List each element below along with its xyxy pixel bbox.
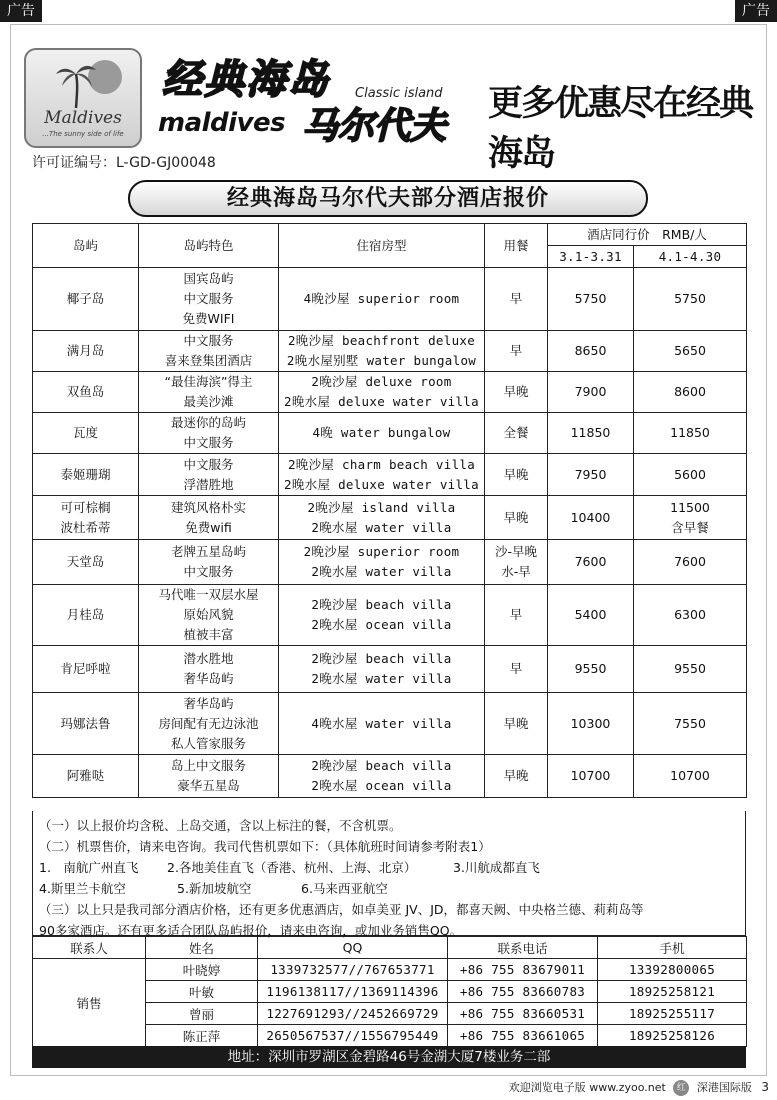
island-cell: 泰姬珊瑚 xyxy=(33,454,139,496)
contact-qq: 2650567537//1556795449 xyxy=(258,1025,448,1047)
island-cell: 瓦度 xyxy=(33,413,139,454)
room-cell xyxy=(279,585,485,646)
room-cell-line: 2晚沙屋 beach villa xyxy=(311,651,452,666)
contact-qq: 1196138117//1369114396 xyxy=(258,981,448,1003)
feature-cell-line: 中文服务 xyxy=(183,564,234,579)
brand-en-line2: maldives xyxy=(158,108,286,138)
feature-cell-line: 建筑风格朴实 xyxy=(170,499,246,515)
room-cell xyxy=(279,413,485,454)
meal-cell: 早晚 xyxy=(485,454,548,496)
island-cell: 双鱼岛 xyxy=(33,372,139,413)
room-cell xyxy=(279,454,485,496)
contact-phone: +86 755 83660783 xyxy=(448,981,598,1003)
room-cell-line: 2晚水屋 water villa xyxy=(311,519,452,535)
header-price: 酒店同行价 RMB/人 xyxy=(548,224,747,246)
feature-cell-line: 豪华五星岛 xyxy=(177,778,240,793)
room-cell-line: 2晚沙屋 island villa xyxy=(307,499,456,515)
room-cell-line: 2晚水屋 deluxe water villa xyxy=(284,476,479,492)
meal-cell: 早 xyxy=(485,646,548,693)
island-cell: 肯尼呼啦 xyxy=(33,646,139,693)
contact-phone: +86 755 83660531 xyxy=(448,1003,598,1025)
contact-role: 销售 xyxy=(33,959,146,1047)
feature-cell-line: 奢华岛屿 xyxy=(183,695,234,711)
feature-cell-line: 私人管家服务 xyxy=(170,735,246,751)
contact-header-qq: QQ xyxy=(258,937,448,959)
brand-en-line1: Classic island xyxy=(355,86,443,101)
meal-cell: 早晚 xyxy=(485,496,548,540)
contact-row xyxy=(33,959,747,981)
table-row xyxy=(33,268,747,331)
price-cell-period-2: 7600 xyxy=(634,540,747,585)
room-cell-line: 2晚沙屋 beach villa xyxy=(311,597,452,612)
contact-mobile: 13392800065 xyxy=(598,959,747,981)
price-cell-period-1: 10400 xyxy=(548,496,634,540)
table-row xyxy=(33,646,747,693)
price-cell-period-1: 7900 xyxy=(548,372,634,413)
contact-rows xyxy=(33,959,747,1047)
price-cell-period-1: 11850 xyxy=(548,413,634,454)
room-cell-line: 2晚沙屋 beachfront deluxe xyxy=(287,333,476,348)
ad-label-right: 广告 xyxy=(735,0,777,22)
table-row xyxy=(33,496,747,540)
note-line-1: （一）以上报价均含税、上岛交通，含以上标注的餐，不含机票。 xyxy=(39,818,402,833)
price-cell-period-1: 7600 xyxy=(548,540,634,585)
table-row xyxy=(33,540,747,585)
feature-cell xyxy=(139,372,279,413)
island-cell: 满月岛 xyxy=(33,331,139,372)
room-cell xyxy=(279,268,485,331)
feature-cell xyxy=(139,413,279,454)
table-row xyxy=(33,755,747,798)
price-cell-period-1: 10300 xyxy=(548,693,634,755)
room-cell xyxy=(279,755,485,798)
header-room: 住宿房型 xyxy=(279,224,485,268)
feature-cell xyxy=(139,331,279,372)
meal-cell: 早晚 xyxy=(485,693,548,755)
feature-cell-line: “最佳海滨”得主 xyxy=(164,374,253,389)
feature-cell xyxy=(139,693,279,755)
feature-cell-line: 喜来登集团酒店 xyxy=(164,353,253,368)
maldives-logo xyxy=(24,48,142,148)
room-cell-line: 2晚沙屋 charm beach villa xyxy=(287,456,476,472)
room-cell xyxy=(279,540,485,585)
feature-cell-line: 中文服务 xyxy=(183,456,234,472)
feature-cell xyxy=(139,585,279,646)
feature-cell xyxy=(139,268,279,331)
contact-table xyxy=(32,936,747,1047)
meal-cell xyxy=(485,540,548,585)
room-cell-line: 2晚水屋 water villa xyxy=(311,564,452,579)
palm-tree-icon xyxy=(56,60,96,108)
meal-cell: 早 xyxy=(485,331,548,372)
table-row xyxy=(33,585,747,646)
feature-cell-line: 马代唯一双层水屋 xyxy=(158,587,259,602)
contact-header-name: 姓名 xyxy=(146,937,258,959)
note-line-2: （二）机票售价，请来电咨询。我司代售机票如下：（具体航班时间请参考附表1） xyxy=(39,839,491,854)
island-cell xyxy=(33,496,139,540)
feature-cell-line: 浮潜胜地 xyxy=(183,476,234,492)
note-line-6: 90多家酒店。还有更多适合团队岛屿报价，请来电咨询，或加业务销售QQ。 xyxy=(39,923,463,938)
table-row xyxy=(33,413,747,454)
contact-mobile: 18925258126 xyxy=(598,1025,747,1047)
contact-name: 曾丽 xyxy=(146,1003,258,1025)
logo-subtext: ...The sunny side of life xyxy=(42,130,124,138)
table-row xyxy=(33,693,747,755)
footer-browse: 欢迎浏览电子版 xyxy=(508,1081,586,1094)
price-cell-period-1: 5750 xyxy=(548,268,634,331)
header-feature: 岛屿特色 xyxy=(139,224,279,268)
logo-text: Maldives xyxy=(44,108,122,128)
header-period-2: 4.1-4.30 xyxy=(634,246,747,268)
price-cell-period-1: 7950 xyxy=(548,454,634,496)
meal-cell: 早晚 xyxy=(485,755,548,798)
price-cell-period-1: 9550 xyxy=(548,646,634,693)
island-cell: 月桂岛 xyxy=(33,585,139,646)
feature-cell-line: 老牌五星岛屿 xyxy=(170,544,246,559)
price-cell-period-2-line: 11500 xyxy=(670,499,710,515)
contact-name: 叶晓婷 xyxy=(146,959,258,981)
contact-name: 叶敏 xyxy=(146,981,258,1003)
price-cell-period-2: 6300 xyxy=(634,585,747,646)
contact-mobile: 18925255117 xyxy=(598,1003,747,1025)
meal-cell: 全餐 xyxy=(485,413,548,454)
airline-5: 5.新加坡航空 xyxy=(177,881,252,896)
table-row xyxy=(33,372,747,413)
feature-cell-line: 国宾岛屿 xyxy=(183,271,234,286)
address-bar: 地址：深圳市罗湖区金碧路46号金湖大厦7楼业务二部 xyxy=(32,1046,746,1068)
room-cell-line: 4晚 water bungalow xyxy=(312,425,451,440)
room-cell-line: 2晚水屋 ocean villa xyxy=(311,617,452,632)
price-cell-period-1: 10700 xyxy=(548,755,634,798)
contact-mobile: 18925258121 xyxy=(598,981,747,1003)
room-cell-line: 2晚水屋 water villa xyxy=(311,671,452,686)
room-cell-line: 2晚水屋别墅 water bungalow xyxy=(286,353,477,368)
feature-cell xyxy=(139,755,279,798)
price-cell-period-1: 5400 xyxy=(548,585,634,646)
price-cell-period-2: 11850 xyxy=(634,413,747,454)
feature-cell xyxy=(139,540,279,585)
contact-name: 陈正萍 xyxy=(146,1025,258,1047)
feature-cell-line: 免费WIFI xyxy=(182,311,235,326)
ad-label-left: 广告 xyxy=(0,0,42,22)
table-row xyxy=(33,454,747,496)
price-cell-period-2-line: 含早餐 xyxy=(671,519,709,535)
price-cell-period-2: 5750 xyxy=(634,268,747,331)
room-cell-line: 2晚沙屋 deluxe room xyxy=(311,374,452,389)
island-cell: 椰子岛 xyxy=(33,268,139,331)
room-cell xyxy=(279,693,485,755)
feature-cell-line: 岛上中文服务 xyxy=(170,758,246,773)
meal-cell-line: 水-早 xyxy=(501,564,531,579)
room-cell-line: 4晚水屋 water villa xyxy=(311,715,452,731)
hotel-price-table xyxy=(32,223,747,798)
price-cell-period-2: 10700 xyxy=(634,755,747,798)
footer-edition: 深港国际版 xyxy=(696,1081,752,1094)
page-number: 3 xyxy=(761,1080,769,1094)
feature-cell-line: 原始风貌 xyxy=(183,607,234,622)
feature-cell-line: 免费wifi xyxy=(185,519,232,535)
airline-6: 6.马来西亚航空 xyxy=(301,881,388,896)
island-cell: 阿雅哒 xyxy=(33,755,139,798)
room-cell xyxy=(279,331,485,372)
island-cell-line: 可可棕榈 xyxy=(60,499,111,515)
hotel-rows xyxy=(33,268,747,798)
feature-cell-line: 房间配有无边泳池 xyxy=(158,715,259,731)
meal-cell: 早 xyxy=(485,585,548,646)
room-cell-line: 4晚沙屋 superior room xyxy=(303,291,460,306)
room-cell-line: 2晚沙屋 superior room xyxy=(303,544,460,559)
meal-cell: 早 xyxy=(485,268,548,331)
note-line-4 xyxy=(39,878,739,899)
brand-cn-line1: 经典海岛 xyxy=(162,57,330,103)
feature-cell-line: 中文服务 xyxy=(183,291,234,306)
contact-header-mobile: 手机 xyxy=(598,937,747,959)
room-cell xyxy=(279,646,485,693)
contact-header-phone: 联系电话 xyxy=(448,937,598,959)
price-cell-period-2: 8600 xyxy=(634,372,747,413)
airline-3: 3.川航成都直飞 xyxy=(453,860,540,875)
feature-cell xyxy=(139,496,279,540)
room-cell-line: 2晚水屋 deluxe water villa xyxy=(284,394,479,409)
island-cell: 天堂岛 xyxy=(33,540,139,585)
feature-cell-line: 中文服务 xyxy=(183,435,234,450)
price-cell-period-1: 8650 xyxy=(548,331,634,372)
price-cell-period-2: 7550 xyxy=(634,693,747,755)
note-line-5: （三）以上只是我司部分酒店价格，还有更多优惠酒店，如卓美亚 JV、JD，都喜天阙、中央格兰德、莉莉岛等 xyxy=(39,902,644,917)
price-cell-period-2: 5650 xyxy=(634,331,747,372)
table-row xyxy=(33,331,747,372)
feature-cell-line: 中文服务 xyxy=(183,333,234,348)
meal-cell-line: 沙-早晚 xyxy=(494,544,537,559)
note-line-3 xyxy=(39,857,739,878)
header-island: 岛屿 xyxy=(33,224,139,268)
license-number: 许可证编号：L-GD-GJ00048 xyxy=(32,155,216,171)
island-cell: 玛娜法鲁 xyxy=(33,693,139,755)
feature-cell-line: 最美沙滩 xyxy=(183,394,234,409)
feature-cell-line: 最迷你的岛屿 xyxy=(170,415,246,430)
publication-mark-icon: 红 xyxy=(673,1080,689,1096)
feature-cell-line: 奢华岛屿 xyxy=(183,671,234,686)
feature-cell-line: 植被丰富 xyxy=(183,627,234,642)
room-cell-line: 2晚水屋 ocean villa xyxy=(311,778,452,793)
price-cell-period-2 xyxy=(634,496,747,540)
contact-qq: 1339732577//767653771 xyxy=(258,959,448,981)
slogan: 更多优惠尽在经典海岛 xyxy=(488,84,753,174)
feature-cell xyxy=(139,646,279,693)
airline-2: 2.各地美佳直飞（香港、杭州、上海、北京） xyxy=(167,860,417,875)
price-cell-period-2: 5600 xyxy=(634,454,747,496)
page-footer xyxy=(509,1079,769,1096)
contact-phone: +86 755 83661065 xyxy=(448,1025,598,1047)
meal-cell: 早晚 xyxy=(485,372,548,413)
brand-cn-line2: 马尔代夫 xyxy=(302,106,447,147)
header-period-1: 3.1-3.31 xyxy=(548,246,634,268)
contact-header-role: 联系人 xyxy=(33,937,146,959)
feature-cell-line: 潜水胜地 xyxy=(183,651,234,666)
footer-site-link[interactable]: www.zyoo.net xyxy=(589,1081,666,1094)
header-meal: 用餐 xyxy=(485,224,548,268)
room-cell-line: 2晚沙屋 beach villa xyxy=(311,758,452,773)
contact-phone: +86 755 83679011 xyxy=(448,959,598,981)
airline-4: 4.斯里兰卡航空 xyxy=(39,881,126,896)
feature-cell xyxy=(139,454,279,496)
page-title: 经典海岛马尔代夫部分酒店报价 xyxy=(128,180,648,217)
room-cell xyxy=(279,496,485,540)
notes-section xyxy=(32,811,746,936)
island-cell-line: 波杜希蒂 xyxy=(60,519,111,535)
room-cell xyxy=(279,372,485,413)
airline-1: 1. 南航广州直飞 xyxy=(39,860,139,875)
price-cell-period-2: 9550 xyxy=(634,646,747,693)
contact-qq: 1227691293//2452669729 xyxy=(258,1003,448,1025)
